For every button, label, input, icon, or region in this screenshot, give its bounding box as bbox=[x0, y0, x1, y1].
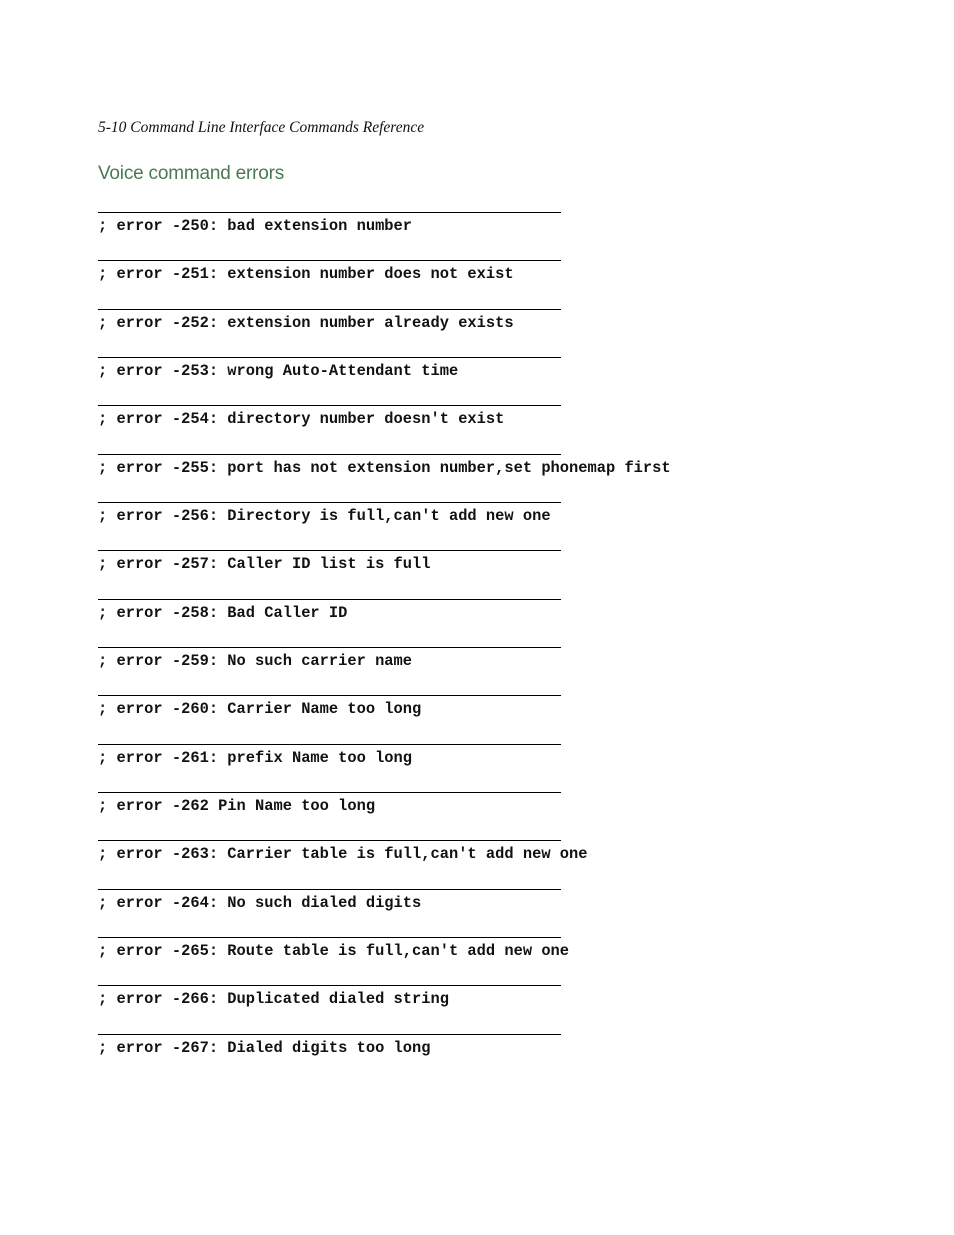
error-text: ; error -263: Carrier table is full,can't add new one bbox=[98, 845, 588, 864]
error-text: ; error -264: No such dialed digits bbox=[98, 893, 422, 912]
error-row bbox=[98, 792, 561, 840]
error-row bbox=[98, 357, 561, 405]
section-title: Voice command errors bbox=[98, 163, 285, 184]
error-row bbox=[98, 695, 561, 743]
error-row bbox=[98, 550, 561, 598]
error-text: ; error -251: extension number does not exist bbox=[98, 265, 514, 284]
error-text: ; error -261: prefix Name too long bbox=[98, 748, 413, 767]
error-row bbox=[98, 599, 561, 647]
error-text: ; error -257: Caller ID list is full bbox=[98, 555, 431, 574]
error-text: ; error -256: Directory is full,can't add new one bbox=[98, 506, 551, 525]
error-row bbox=[98, 502, 561, 550]
error-text: ; error -258: Bad Caller ID bbox=[98, 603, 348, 622]
error-text: ; error -267: Dialed digits too long bbox=[98, 1038, 431, 1057]
error-row bbox=[98, 260, 561, 308]
error-text: ; error -255: port has not extension number,set phonemap first bbox=[98, 458, 671, 477]
error-row bbox=[98, 1034, 561, 1082]
error-text: ; error -254: directory number doesn't exist bbox=[98, 410, 505, 429]
error-row bbox=[98, 840, 588, 888]
error-row bbox=[98, 212, 561, 260]
error-text: ; error -265: Route table is full,can't add new one bbox=[98, 941, 570, 960]
running-header: 5-10 Command Line Interface Commands Reference bbox=[98, 119, 425, 136]
error-row bbox=[98, 985, 561, 1033]
error-text: ; error -266: Duplicated dialed string bbox=[98, 990, 449, 1009]
error-row bbox=[98, 647, 561, 695]
error-row bbox=[98, 405, 561, 453]
error-row bbox=[98, 937, 570, 985]
error-text: ; error -259: No such carrier name bbox=[98, 651, 413, 670]
error-text: ; error -260: Carrier Name too long bbox=[98, 700, 422, 719]
error-row bbox=[98, 889, 561, 937]
error-list bbox=[98, 212, 671, 1082]
error-text: ; error -250: bad extension number bbox=[98, 217, 413, 235]
error-row bbox=[98, 744, 561, 792]
error-row bbox=[98, 454, 671, 502]
error-text: ; error -262 Pin Name too long bbox=[98, 796, 376, 815]
error-text: ; error -253: wrong Auto-Attendant time bbox=[98, 361, 459, 380]
error-row bbox=[98, 309, 561, 357]
error-text: ; error -252: extension number already exists bbox=[98, 313, 514, 332]
